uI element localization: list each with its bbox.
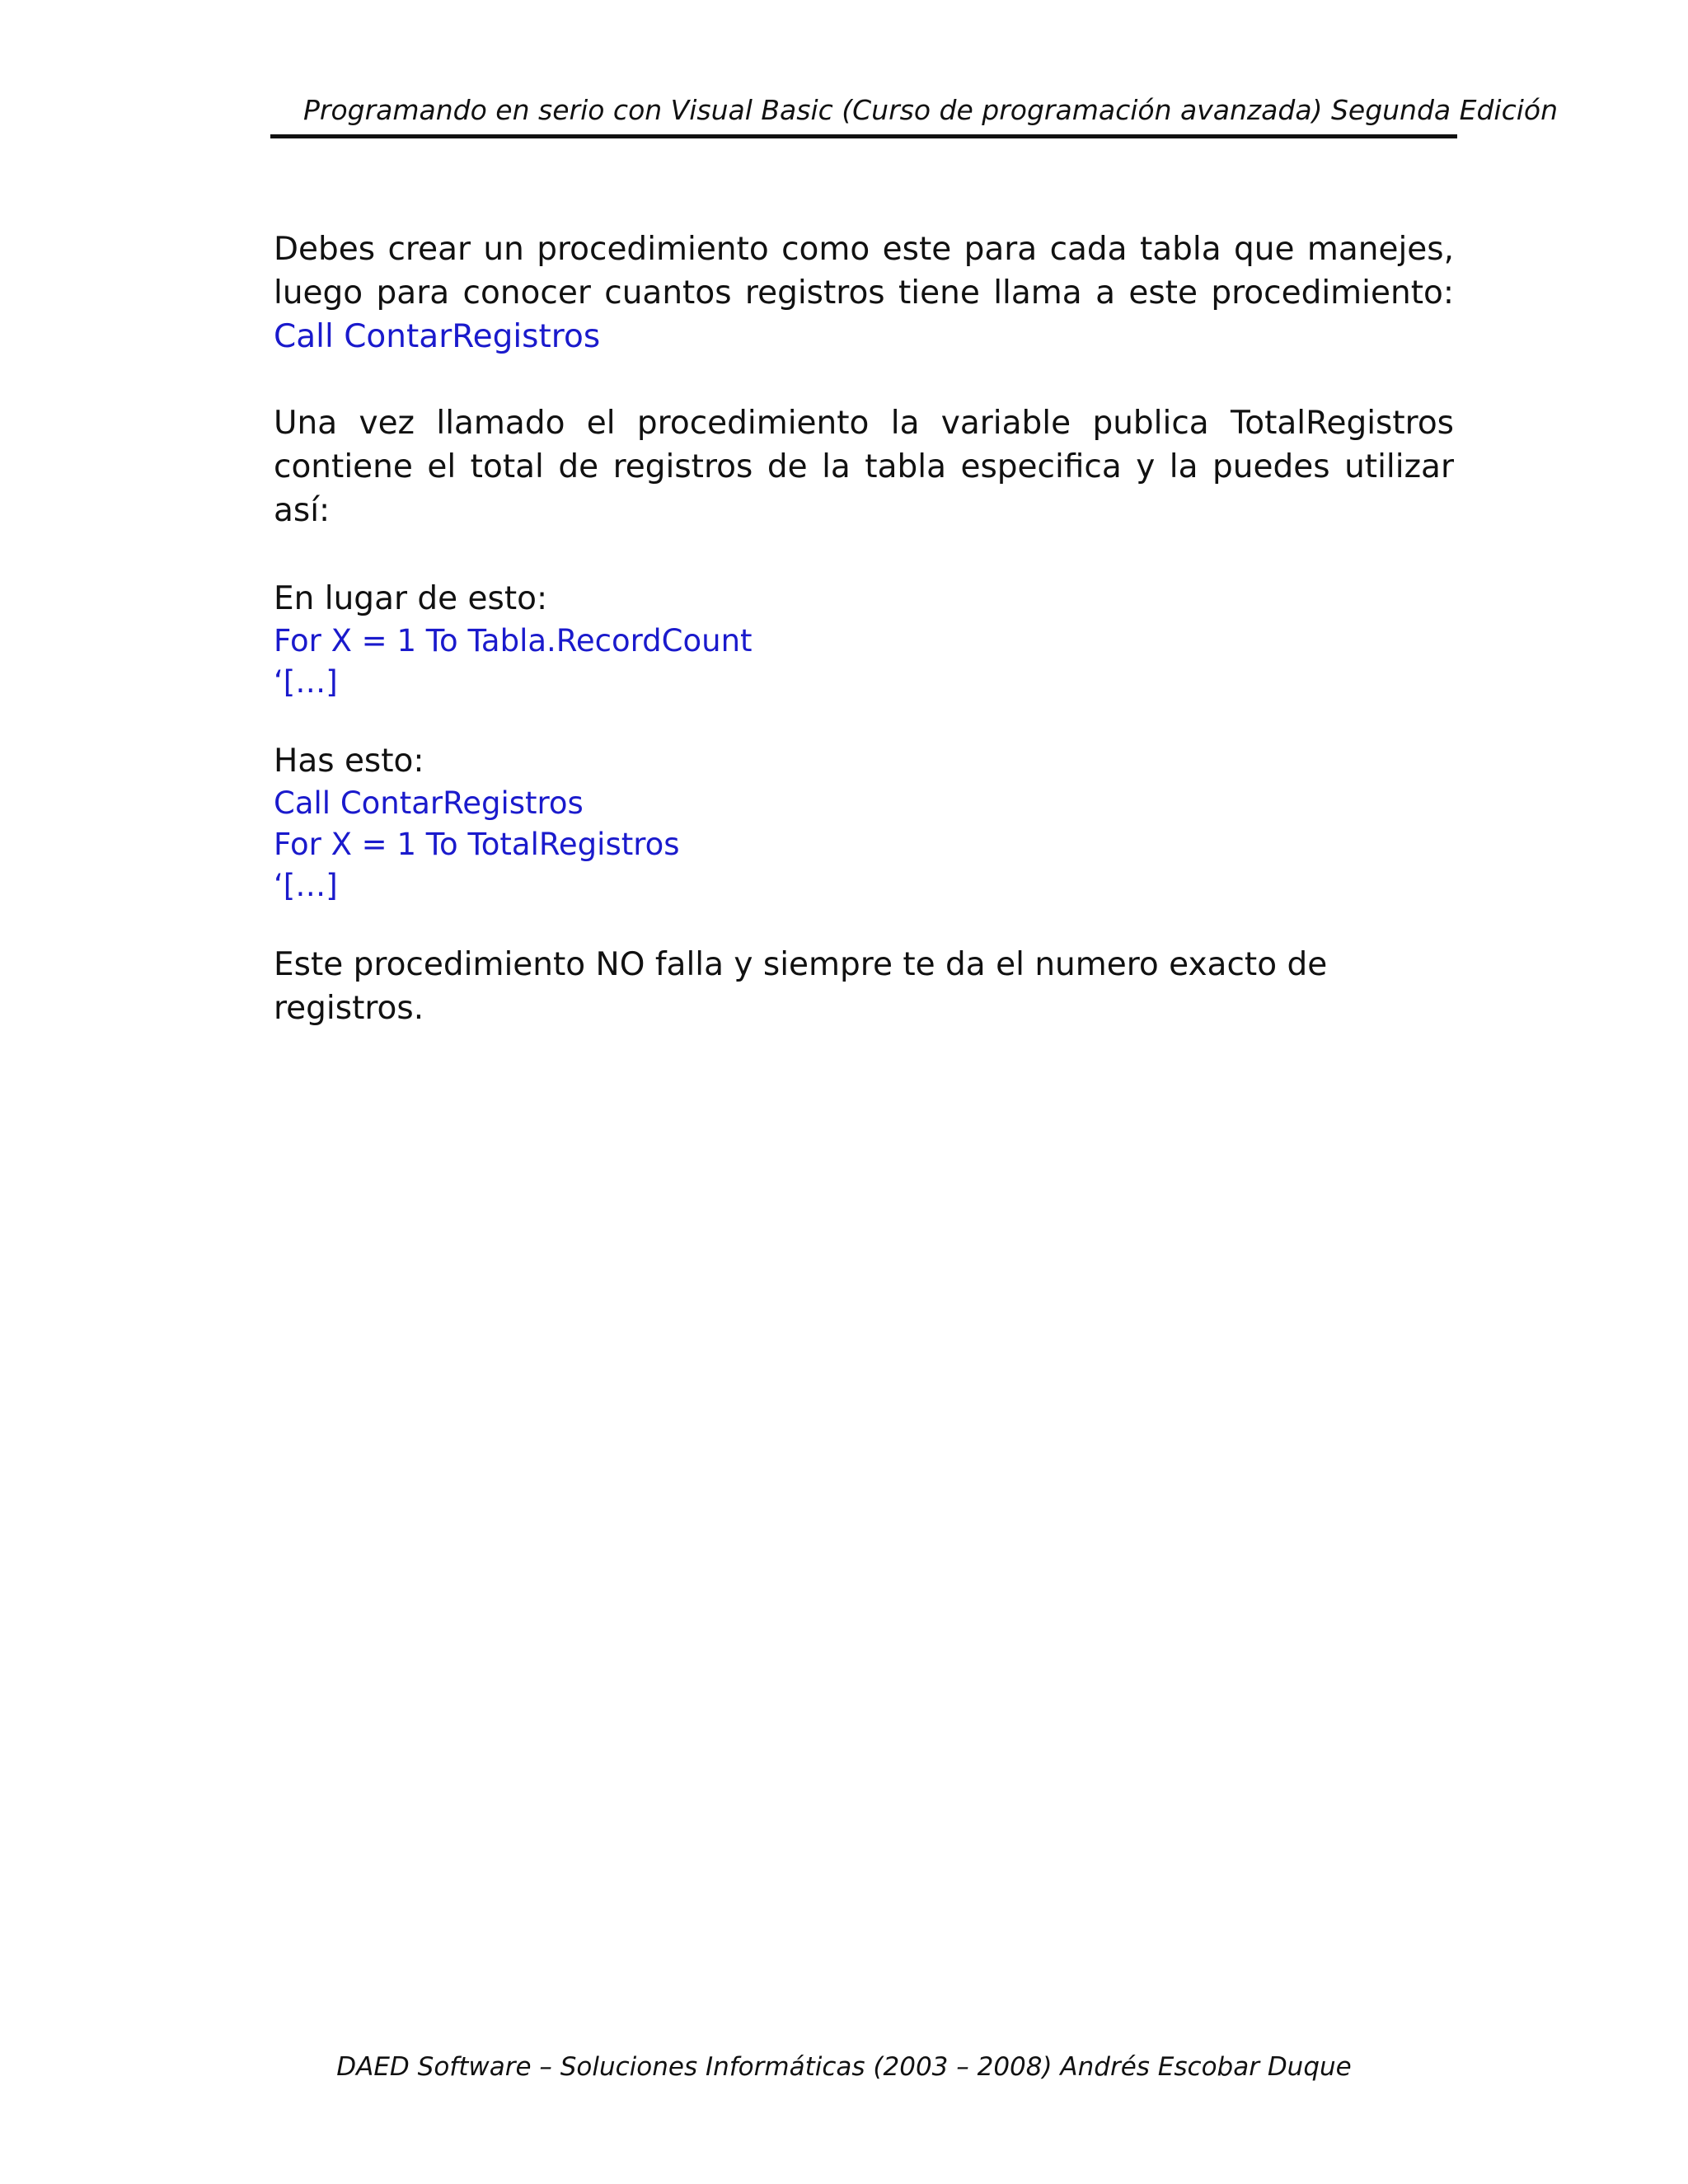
do-label: Has esto: [274, 743, 424, 780]
header-title: Programando en serio con Visual Basic (Curso de programación avanzada) Segunda Edición [303, 94, 1559, 126]
paragraph-variable: Una vez llamado el procedimiento la variable publica TotalRegistros contiene el total de registros de la tabla especifica y la puedes utilizar así: [274, 405, 1454, 529]
paragraph-conclusion: Este procedimiento NO falla y siempre te da el numero exacto de registros. [274, 946, 1328, 1027]
paragraph-intro-text: Debes crear un procedimiento como este para cada tabla que manejes, luego para conocer cuantos registros tiene llama a este procedimiento: [274, 231, 1454, 312]
code-line: Call ContarRegistros [274, 785, 584, 821]
code-line: For X = 1 To Tabla.RecordCount [274, 623, 753, 658]
instead-label: En lugar de esto: [274, 580, 548, 617]
paragraph-intro [274, 227, 1454, 359]
inline-code-call: Call ContarRegistros [274, 318, 601, 355]
page-header [270, 92, 1559, 138]
code-line: For X = 1 To TotalRegistros [274, 827, 680, 862]
page-footer: DAED Software – Soluciones Informáticas (2003 – 2008) Andrés Escobar Duque [336, 2052, 1352, 2082]
code-line: ‘[…] [274, 664, 338, 700]
page-content [274, 227, 1454, 1030]
code-line: ‘[…] [274, 868, 338, 903]
